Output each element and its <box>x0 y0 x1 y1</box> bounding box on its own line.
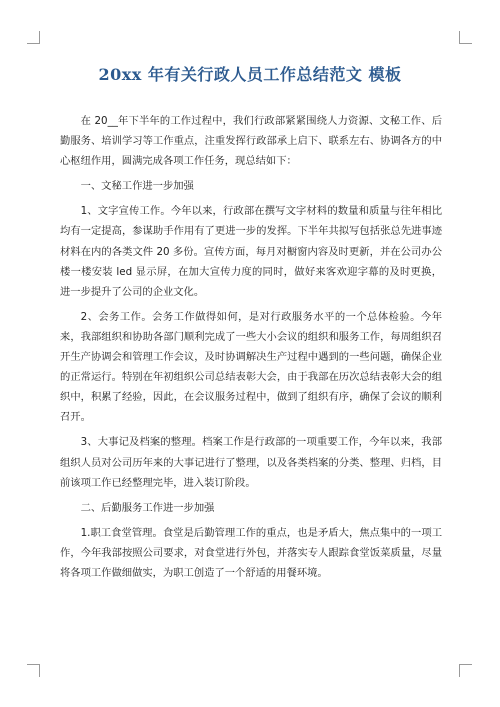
paragraph-publicity: 1、文字宣传工作。今年以来，行政部在撰写文字材料的数量和质量与往年相比均有一定提高，参谋助手作用有了更进一步的发挥。下半年共拟写包括张总先进事迹材料在内的各类文件 20 多份。宣传方面，每月对橱窗内容及时更新，并在公司办公楼一楼安装 led 显示屏，在加大宣传力度的同时，做好来客欢迎字幕的及时更换，进一步提升了公司的企业文化。 <box>60 205 442 298</box>
paragraph-archives: 3、大事记及档案的整理。档案工作是行政部的一项重要工作，今年以来，我部组织人员对公司历年来的大事记进行了整理，以及各类档案的分类、整理、归档，目前该项工作已经整理完毕，进入装订阶段。 <box>60 436 442 489</box>
document-title: 20xx 年有关行政人员工作总结范文 模板 <box>98 65 402 84</box>
crop-mark-top-right <box>459 31 472 44</box>
crop-mark-bottom-right <box>459 664 472 677</box>
paragraph-intro: 在 20__年下半年的工作过程中，我们行政部紧紧围绕人力资源、文秘工作、后勤服务、培训学习等工作重点，注重发挥行政部承上启下、联系左右、协调各方的中心枢纽作用，圆满完成各项工作任务，现总结如下： <box>60 115 442 168</box>
document-body <box>60 111 442 583</box>
crop-mark-bottom-left <box>27 664 40 677</box>
paragraph-meetings: 2、会务工作。会务工作做得如何，是对行政服务水平的一个总体检验。今年来，我部组织和协助各部门顺利完成了一些大小会议的组织和服务工作，每周组织召开生产协调会和管理工作会议，及时协调解决生产过程中遇到的一些问题，确保企业的正常运行。特别在年初组织公司总结表彰大会，由于我部在历次总结表彰大会的组织中，积累了经验，因此，在会议服务过程中，做到了组织有序，确保了会议的顺利召开。 <box>60 310 442 424</box>
paragraph-canteen: 1.职工食堂管理。食堂是后勤管理工作的重点，也是矛盾大，焦点集中的一项工作，今年我部按照公司要求，对食堂进行外包，并落实专人跟踪食堂饭菜质量，尽量将各项工作做细做实，为职工创造了一个舒适的用餐环境。 <box>60 526 442 579</box>
section-heading-logistics: 二、后勤服务工作进一步加强 <box>80 501 215 514</box>
crop-mark-top-left <box>27 31 40 44</box>
section-heading-secretarial: 一、文秘工作进一步加强 <box>80 180 194 193</box>
